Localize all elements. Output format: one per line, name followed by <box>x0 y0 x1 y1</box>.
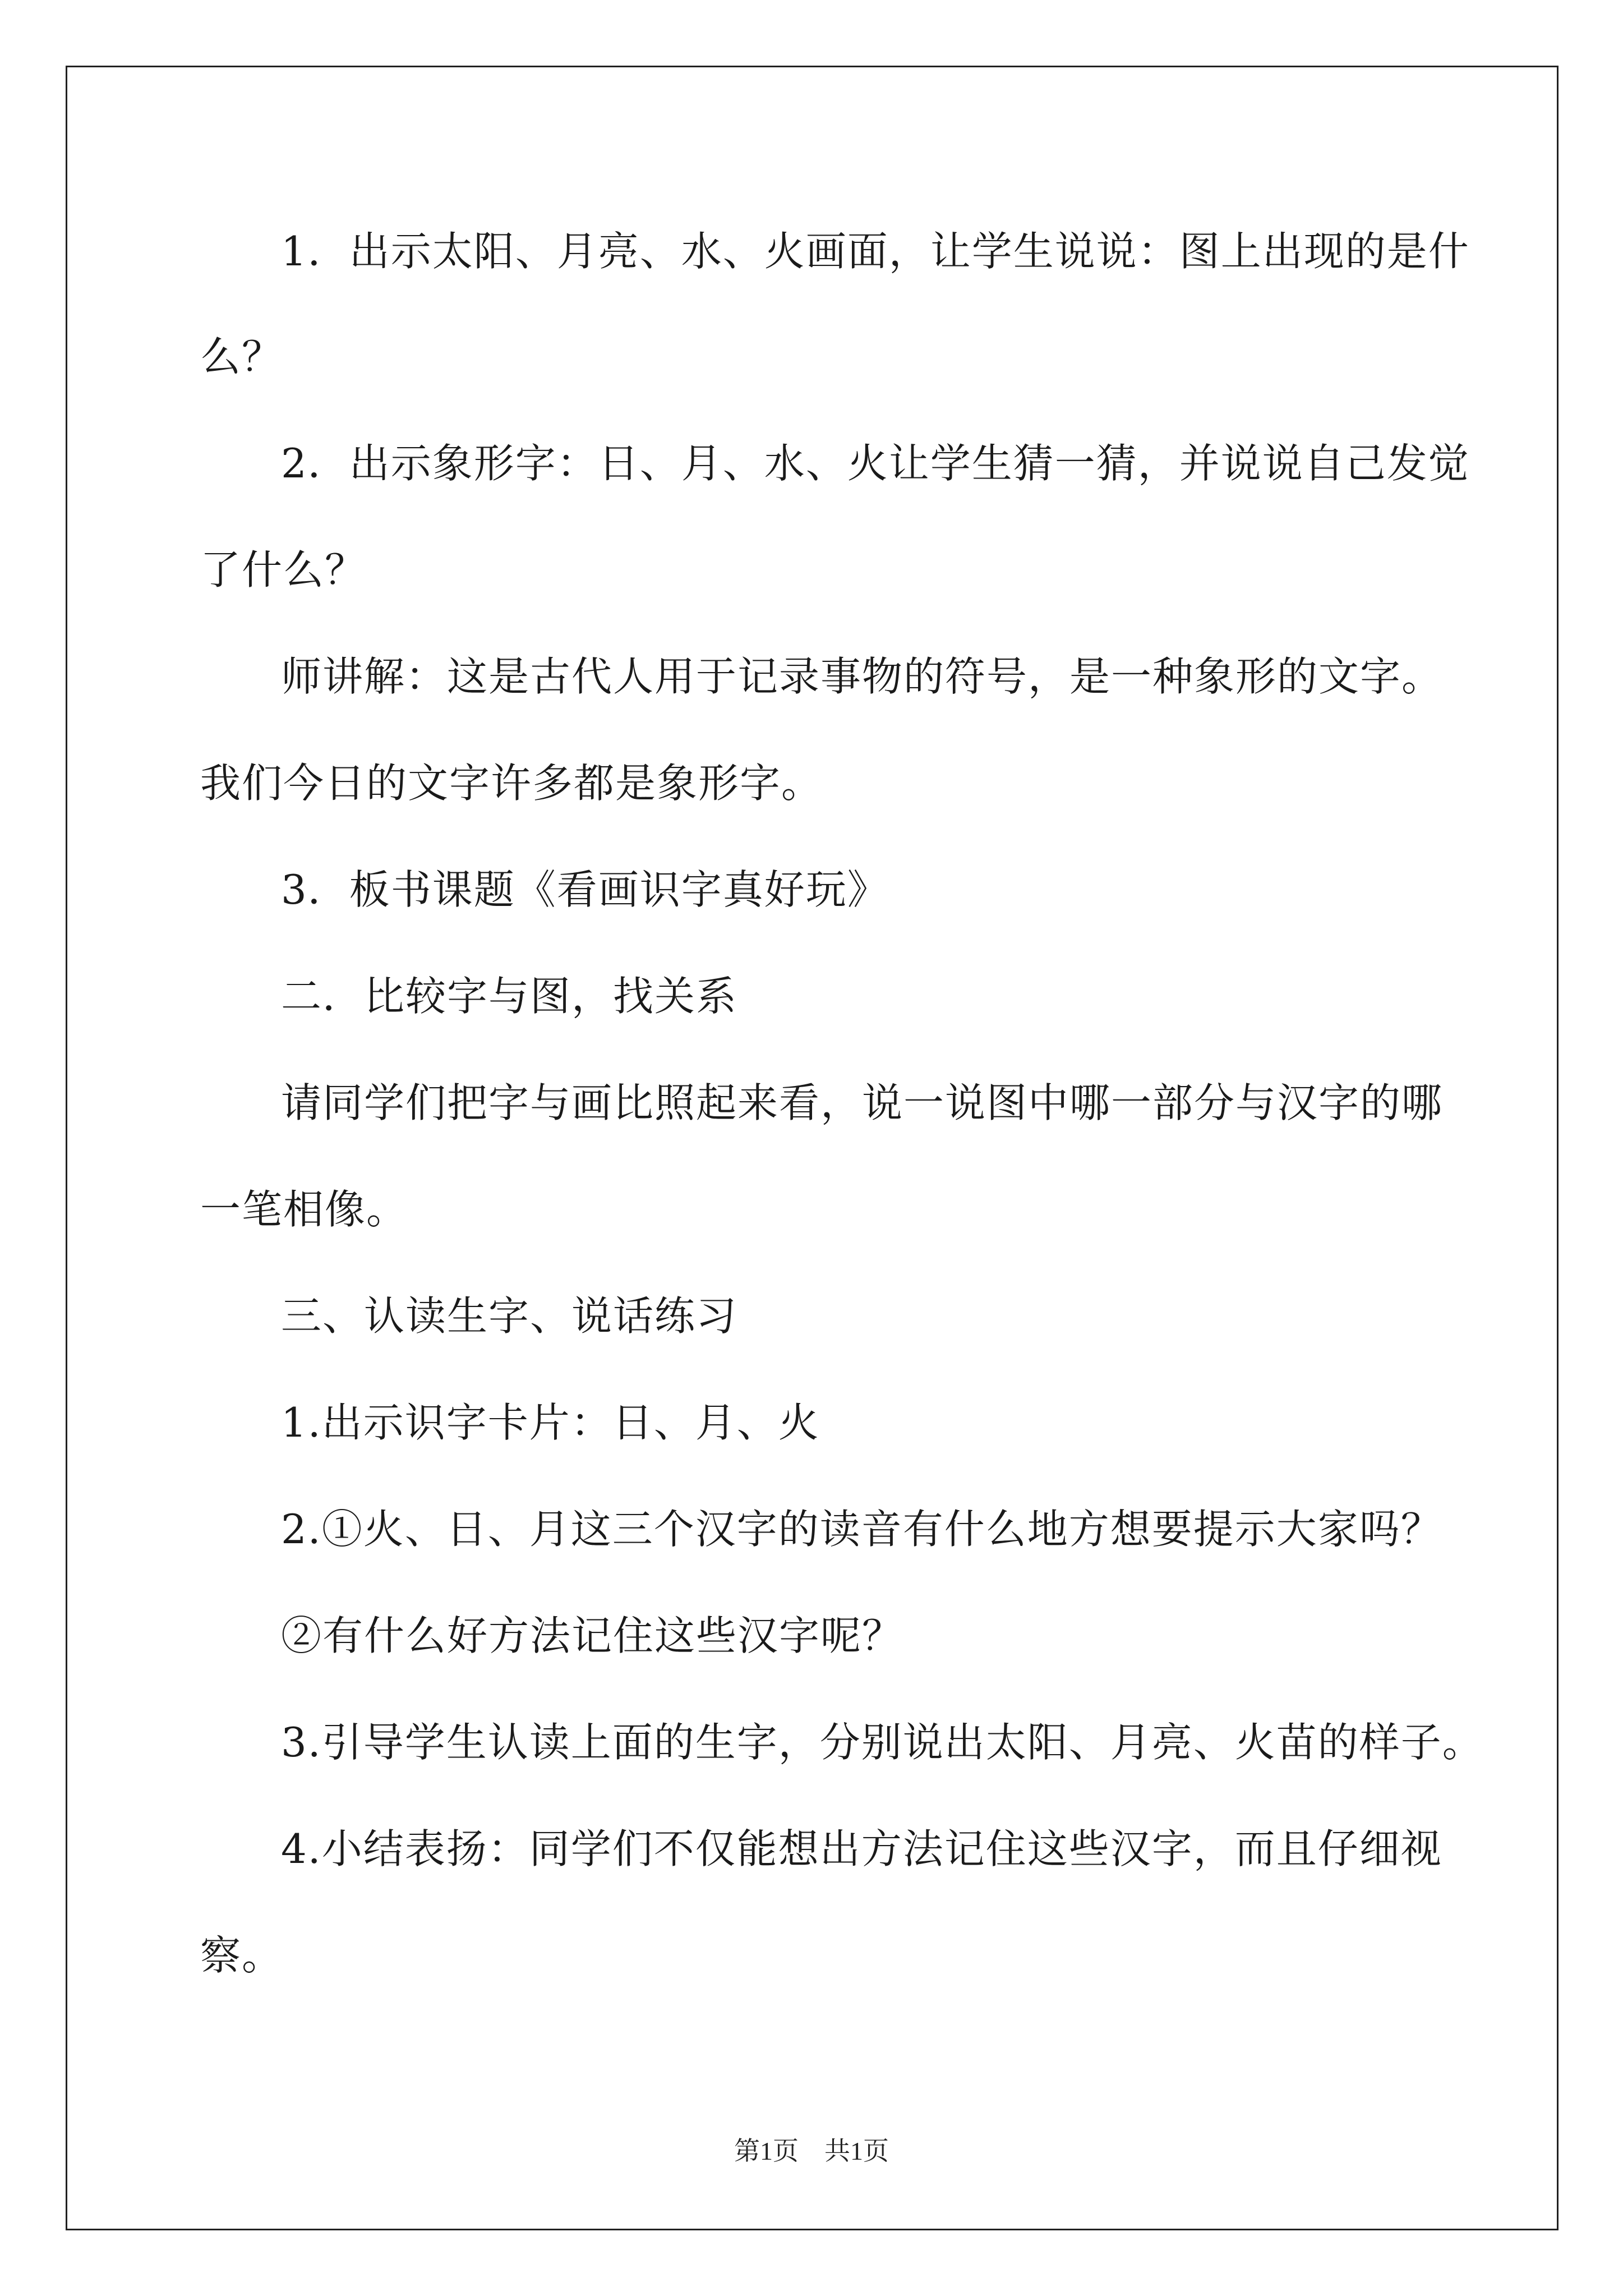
paragraph-line: 请同学们把字与画比照起来看，说一说图中哪一部分与汉字的哪 <box>281 1079 1444 1126</box>
paragraph-line: 3.引导学生认读上面的生字，分别说出太阳、月亮、火苗的样子。 <box>281 1719 1484 1766</box>
paragraph-line: ②有什么好方法记住这些汉字呢？ <box>281 1612 904 1659</box>
paragraph-line: 2.①火、日、月这三个汉字的读音有什么地方想要提示大家吗？ <box>281 1506 1442 1553</box>
paragraph-line: 3．板书课题《看画识字真好玩》 <box>281 866 889 913</box>
paragraph-line: 2．出示象形字：日、月、水、火让学生猜一猜，并说说自己发觉 <box>281 440 1470 487</box>
page-number-footer: 第1页 共1页 <box>734 2137 889 2165</box>
paragraph-line: 我们今日的文字许多都是象形字。 <box>200 760 823 807</box>
paragraph-line: 师讲解：这是古代人用于记录事物的符号，是一种象形的文字。 <box>281 653 1444 700</box>
paragraph-line: 1．出示太阳、月亮、水、火画面，让学生说说：图上出现的是什 <box>281 228 1470 275</box>
paragraph-line: 了什么？ <box>200 546 367 593</box>
paragraph-line: 4.小结表扬：同学们不仅能想出方法记住这些汉字，而且仔细视 <box>281 1825 1442 1872</box>
paragraph-line: 么？ <box>200 333 284 380</box>
paragraph-line: 二．比较字与图，找关系 <box>281 973 738 1020</box>
paragraph-line: 一笔相像。 <box>200 1186 408 1233</box>
paragraph-line: 三、认读生字、说话练习 <box>281 1292 738 1340</box>
paragraph-line: 察。 <box>200 1932 284 1979</box>
page-border <box>66 66 1559 2230</box>
paragraph-line: 1.出示识字卡片：日、月、火 <box>281 1399 820 1446</box>
